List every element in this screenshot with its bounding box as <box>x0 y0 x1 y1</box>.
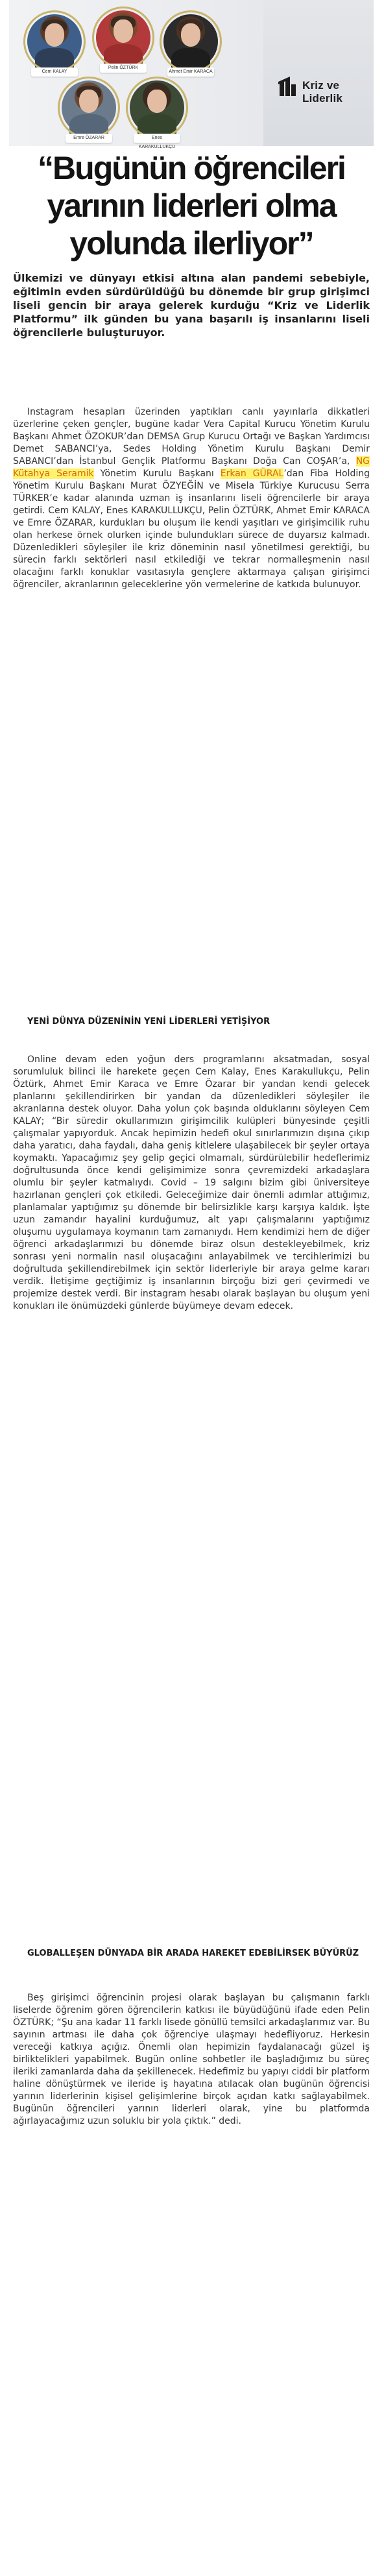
section-heading: GLOBALLEŞEN DÜNYADA BİR ARADA HAREKET EDEBİLİRSEK BÜYÜRÜZ <box>27 1949 359 1958</box>
founder-portrait <box>58 77 120 139</box>
portrait-name-tag: Pelin ÖZTÜRK <box>100 64 147 73</box>
headline-line: “Bugünün öğrencileri <box>38 150 345 186</box>
highlighted-company: NG Kütahya Seramik <box>13 456 370 479</box>
founder-portrait <box>160 10 222 73</box>
intro-text: ’dan Fiba Holding Yönetim Kurulu Başkanı Murat ÖZYEĞİN ve Misela Türkiye Kurucusu Serra TÜRKER’e kadar alanında uzman iş insanlarını liseli öğrencilerle bir araya getirdi. Cem KALAY, Enes KARAKULLUKÇU, Pelin ÖZTÜRK, Ahmet Emir KARACA ve Emre ÖZARAR, kurdukları bu oluşum ile kendi yaşıtları ve girişimcilik ruhu olan herkese örnek olurken içinde bulundukları sürece de duyarsız kalmadı. Düzenledikleri söyleşiler ile kriz döneminin nasıl yönetilmesi gerektiği, bu sürecin farklı sektörleri nasıl etkilediği ve tekrar normalleşmenin nasıl olacağını farklı konuklar vasıtasıyla gençlere aktarmaya çalışan girişimci öğrenciler, akranlarının geleceklerine yön vermelerine de katkıda bulunuyor. <box>13 468 370 590</box>
highlighted-person: Erkan GÜRAL <box>220 468 284 479</box>
article-headline <box>13 149 370 262</box>
section-paragraph: Beş girişimci öğrencinin projesi olarak başlayan bu çalışmanın farklı liselerde öğrenim gören öğrencilerin katkısı ile büyüdüğünü ifade eden Pelin ÖZTÜRK; “Şu ana kadar 11 farklı lisede gönüllü temsilci arkadaşlarımız var. Bu sayının artması ile daha çok öğrenciye ulaşmayı hedefliyoruz. Herkesin vereceği katkıya açığız. Önemli olan hepimizin faydalanacağı güzel iş birliktelikleri yapabilmek. Bugün online sohbetler ile başladığımız bu süreç ileriki zamanlarda daha da şekillenecek. Hedefimiz bu yapıyı ciddi bir platform haline dönüştürmek ve ileride iş hayatına atılacak olan bugünün öğrencisi yarının liderlerinin kişisel gelişimlerine birçok açıdan katkı sağlayabilmek. Bugünün öğrencileri yarının liderleri olarak, yine bu platformda ağırlayacağımız uzun soluklu bir yola çıktık.” dedi. <box>13 1993 370 2126</box>
platform-logo-icon <box>278 77 300 99</box>
intro-text: Instagram hesapları üzerinden yaptıkları canlı yayınlarla dikkatleri üzerlerine çeken gençler, bugüne kadar Vera Capital Kurucu Yönetim Kurulu Başkanı Ahmet ÖZOKUR’dan DEMSA Grup Kurucu Ortağı ve Başkan Yardımcısı Demet SABANCI’ya, Sedes Holding Yönetim Kurulu Başkanı Demir SABANCI’dan İstanbul Gençlik Platformu Başkanı Doğa Can COŞAR’a, <box>13 407 370 467</box>
headline-line: yarının liderleri olma <box>47 188 336 224</box>
intro-text: Yönetim Kurulu Başkanı <box>100 468 214 479</box>
platform-logo-text: Kriz ve Liderlik <box>302 79 343 104</box>
intro-paragraph <box>13 406 370 591</box>
founder-portrait <box>23 10 86 73</box>
founder-portrait <box>92 6 154 69</box>
section-heading: YENİ DÜNYA DÜZENİNİN YENİ LİDERLERİ YETİŞİYOR <box>27 1017 270 1027</box>
headline-line: yolunda ilerliyor” <box>69 225 313 261</box>
portrait-name-tag: Cem KALAY <box>31 67 78 77</box>
section-paragraph: Online devam eden yoğun ders programlarını aksatmadan, sosyal sorumluluk bilinci ile harekete geçen Cem Kalay, Enes Karakullukçu, Pelin Öztürk, Ahmet Emir Karaca ve Emre Özarar bir yandan kendi gelecek planlarını şekillendirirken bir yandan da düzenledikleri söyleşiler ile akranlarına destek oluyor. Daha yolun çok başında olduklarını söyleyen Cem KALAY; “Bir süredir okullarımızın girişimcilik kulüpleri bünyesinde çeşitli çalışmalar yapıyorduk. Ancak hepimizin hedefi okul sınırlarımızın dışına çıkıp daha yaratıcı, daha faydalı, daha geniş kitlelere ulaşabilecek bir şeyler ortaya koymaktı. Yapacağımız şey gelip geçici olmamalı, sürdürülebilir hedeflerimiz doğrultusunda önce kendi gelişimimize sonra çevremizdeki arkadaşlara olumlu bir şeyler katmalıydı. Covid – 19 salgını bizim gibi üniversiteye hazırlanan gençleri çok etkiledi. Geleceğimize dair önemli adımlar attığımız, planlamalar yaptığımız şu dönemde bir belirsizlikle karşı karşıya kaldık. İşte uzun zamandır hayalini kurduğumuz, alt yapı çalışmalarını yaptığımız oluşumu uygulamaya koymanın tam zamanıydı. Hem kendimizi hem de diğer öğrenci arkadaşlarımızi bu dönemde biraz olsun destekleyebilmek, kriz sonrası yeni normalin nasıl oluşacağını anlayabilmek ve tercihlerimizi bu doğrultuda şekillendirebilmek için sektör liderleriyle bir araya gelme kararı verdik. İletişime geçtiğimiz iş insanlarının birçoğu bizi geri çevirmedi ve projemize destek verdi. Bir instagram hesabı olarak başlayan bu oluşum yeni konukları ile önümüzdeki günlerde büyümeye devam edecek. <box>13 1054 370 1311</box>
article-lead: Ülkemizi ve dünyayı etkisi altına alan pandemi sebebiyle, eğitimin evden sürdürüldüğü bu dönemde bir grup girişimci liseli gencin bir araya gelerek kurduğu “Kriz ve Liderlik Platformu” ilk günden bu yana başarılı iş insanlarını liseli öğrencilerle buluşturuyor. <box>13 272 370 339</box>
portrait-name-tag: Ahmet Emir KARACA <box>167 67 214 77</box>
portrait-name-tag: Emre ÖZARAR <box>66 134 112 143</box>
header-banner <box>9 0 374 149</box>
portrait-name-tag: Enes KARAKULLUKÇU <box>134 134 180 143</box>
banner-background-shade <box>263 0 374 146</box>
founder-portrait <box>126 77 188 149</box>
